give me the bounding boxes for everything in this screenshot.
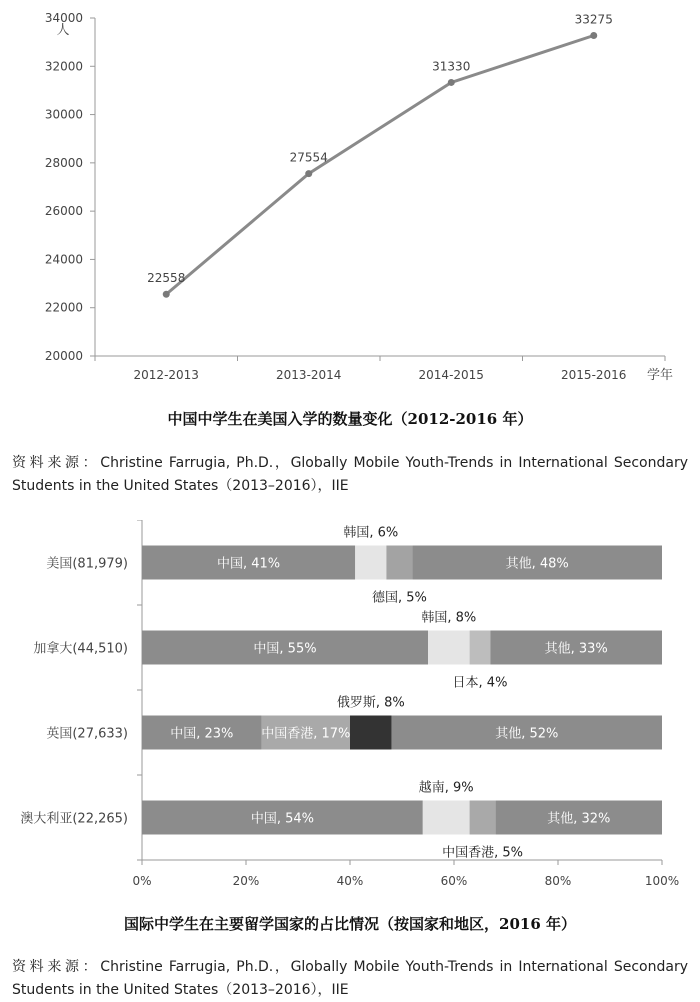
source-note-2 — [12, 956, 688, 1002]
source-text-1: Christine Farrugia, Ph.D.，Globally Mobile Youth-Trends in International Secondary Students in the United States（2013–2016），IIE — [12, 455, 688, 494]
x-tick-label: 80% — [544, 874, 572, 888]
segment-label: 其他, 33% — [544, 641, 608, 657]
bar-segment — [355, 546, 386, 580]
stacked-bar-chart — [0, 520, 700, 900]
line-chart-title: 中国中学生在美国入学的数量变化（2012-2016 年） — [167, 410, 533, 428]
bar-segment — [386, 546, 412, 580]
category-label: 加拿大(44,510) — [33, 641, 128, 657]
x-tick-label: 100% — [644, 874, 680, 888]
x-tick-label: 2012-2013 — [133, 368, 199, 382]
y-tick-label: 30000 — [44, 107, 83, 122]
line-chart — [0, 0, 700, 395]
segment-label: 日本, 4% — [452, 675, 508, 691]
y-tick-label: 34000 — [44, 11, 83, 25]
segment-label: 中国香港, 17% — [261, 726, 351, 742]
segment-label: 中国, 23% — [170, 726, 234, 742]
x-axis-label: 学年 — [647, 368, 674, 383]
bar-segment — [470, 801, 496, 835]
data-label: 27554 — [289, 150, 328, 165]
segment-label: 越南, 9% — [418, 780, 474, 796]
category-label: 英国(27,633) — [46, 726, 128, 742]
source-lead-2: 资料来源： — [12, 959, 101, 975]
bar-chart-title: 国际中学生在主要留学国家的占比情况（按国家和地区，2016 年） — [124, 915, 576, 933]
x-tick-label: 0% — [132, 874, 152, 888]
x-tick-label: 2015-2016 — [561, 368, 627, 382]
segment-label: 中国, 41% — [217, 556, 281, 572]
category-label: 澳大利亚(22,265) — [20, 811, 128, 827]
category-label: 美国(81,979) — [46, 556, 128, 572]
x-tick-label: 2013-2014 — [276, 368, 342, 382]
segment-label: 德国, 5% — [371, 590, 427, 606]
y-axis-label: 人 — [56, 23, 70, 38]
y-tick-label: 24000 — [44, 252, 83, 267]
y-tick-label: 20000 — [44, 349, 83, 363]
x-tick-label: 20% — [232, 874, 260, 888]
bar-segment — [470, 631, 491, 665]
y-tick-label: 28000 — [44, 155, 83, 170]
segment-label: 中国, 55% — [253, 641, 317, 657]
segment-label: 韩国, 6% — [343, 525, 399, 541]
x-tick-label: 2014-2015 — [418, 368, 484, 382]
y-tick-label: 32000 — [44, 59, 83, 74]
series-line — [166, 36, 594, 295]
source-text-2: Christine Farrugia, Ph.D.，Globally Mobile Youth-Trends in International Secondary Students in the United States（2013–2016），IIE — [12, 959, 688, 998]
data-point — [448, 79, 455, 86]
segment-label: 其他, 52% — [495, 726, 559, 742]
segment-label: 韩国, 8% — [421, 610, 477, 626]
data-point — [305, 170, 312, 177]
bar-segment — [350, 716, 392, 750]
segment-label: 其他, 48% — [505, 556, 569, 572]
data-label: 31330 — [432, 59, 471, 74]
data-label: 33275 — [574, 12, 613, 27]
segment-label: 中国香港, 5% — [442, 845, 524, 861]
segment-label: 俄罗斯, 8% — [336, 695, 405, 711]
source-lead-1: 资料来源： — [12, 455, 101, 471]
y-tick-label: 26000 — [44, 204, 83, 219]
source-note-1 — [12, 452, 688, 498]
bar-segment — [428, 631, 470, 665]
data-point — [163, 291, 170, 298]
segment-label: 其他, 32% — [547, 811, 611, 827]
x-tick-label: 40% — [336, 874, 364, 888]
segment-label: 中国, 54% — [250, 811, 314, 827]
data-point — [590, 32, 597, 39]
y-tick-label: 22000 — [44, 300, 83, 315]
data-label: 22558 — [147, 271, 186, 286]
bar-segment — [423, 801, 470, 835]
x-tick-label: 60% — [440, 874, 468, 888]
